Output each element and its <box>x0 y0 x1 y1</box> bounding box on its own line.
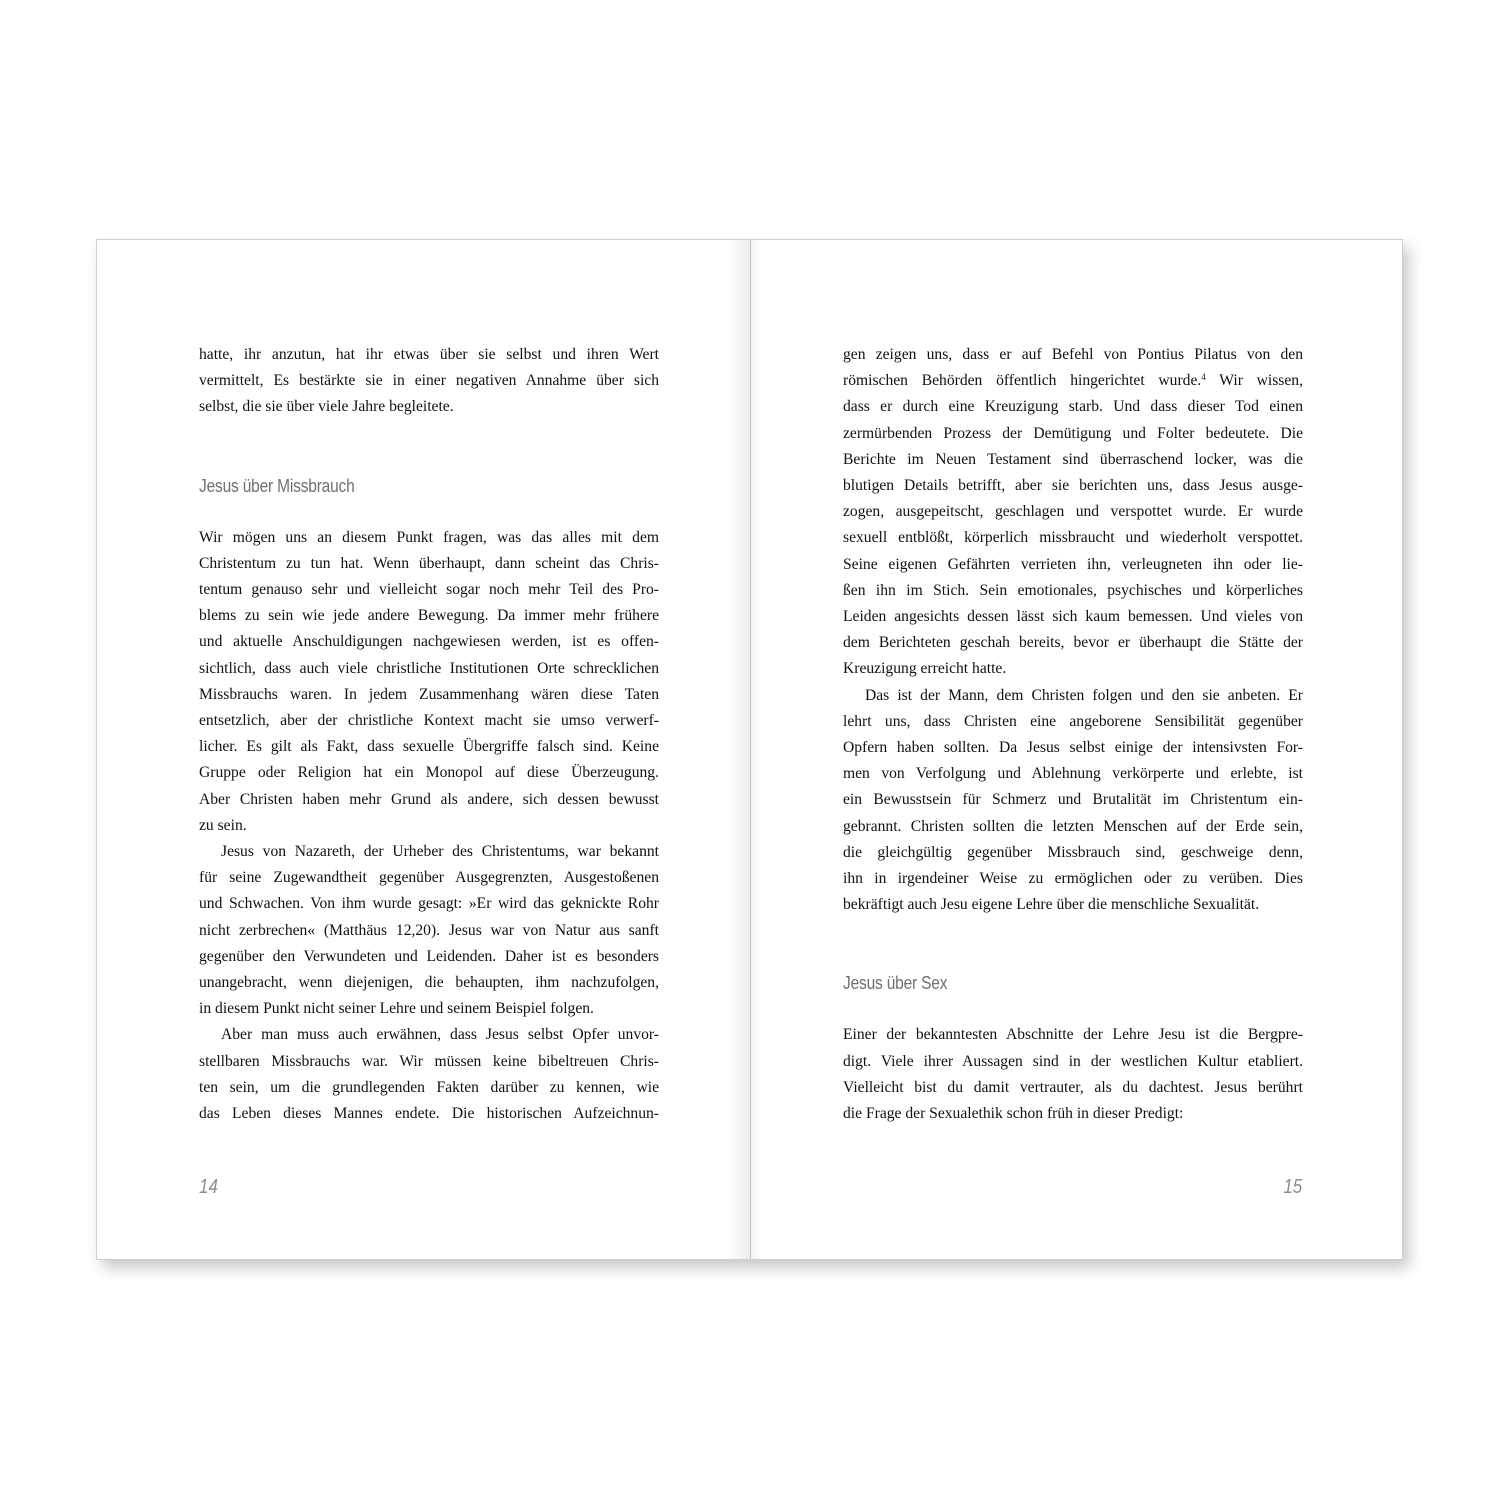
right-page <box>751 240 1402 1259</box>
text-line: nicht zerbrechen« (Matthäus 12,20). Jesus war von Natur aus sanft <box>199 921 659 939</box>
text-line: Gruppe oder Religion hat ein Monopol auf diese Überzeugung. <box>199 764 659 782</box>
page-number: 14 <box>199 1176 218 1198</box>
text-line: sexuell entblößt, körperlich missbraucht und wiederholt verspottet. <box>843 529 1303 547</box>
text-fragment: Wir wissen, <box>1205 372 1303 390</box>
text-line: bekräftigt auch Jesu eigene Lehre über die menschliche Sexualität. <box>843 896 1260 914</box>
text-line: Jesus von Nazareth, der Urheber des Christentums, war bekannt <box>221 843 659 861</box>
left-page <box>97 240 750 1259</box>
text-line: tentum genauso sehr und vielleicht sogar noch mehr Teil des Pro- <box>199 581 659 599</box>
text-line: Einer der bekanntesten Abschnitte der Lehre Jesu ist die Bergpre- <box>843 1026 1303 1044</box>
text-line: sichtlich, dass auch viele christliche Institutionen Orte schrecklichen <box>199 659 659 677</box>
text-line: die Frage der Sexualethik schon früh in dieser Predigt: <box>843 1105 1184 1123</box>
text-line: Leiden angesichts dessen lässt sich kaum bemessen. Und vieles von <box>843 608 1303 626</box>
section-heading: Jesus über Sex <box>843 973 948 994</box>
text-line: Missbrauchs waren. In jedem Zusammenhang wären diese Taten <box>199 685 659 703</box>
text-line: und Schwachen. Von ihm wurde gesagt: »Er wird das geknickte Rohr <box>199 895 659 913</box>
text-fragment: römischen Behörden öffentlich hingerichtet wurde. <box>843 372 1202 390</box>
text-line: stellbaren Missbrauchs war. Wir müssen keine bibeltreuen Chris- <box>199 1052 659 1070</box>
gutter-shadow <box>751 240 761 1259</box>
text-line: dass er durch eine Kreuzigung starb. Und dass dieser Tod einen <box>843 398 1303 416</box>
text-line <box>843 368 1303 394</box>
text-line: zogen, ausgepeitscht, geschlagen und verspottet wurde. Er wurde <box>843 503 1303 521</box>
section-heading: Jesus über Missbrauch <box>199 475 355 496</box>
text-line: Seine eigenen Gefährten verrieten ihn, verleugneten ihn oder lie- <box>843 555 1303 573</box>
text-line: das Leben dieses Mannes endete. Die historischen Aufzeichnun- <box>199 1105 659 1123</box>
text-line: hatte, ihr anzutun, hat ihr etwas über sie selbst und ihren Wert <box>199 346 659 363</box>
text-line: Opfern haben sollten. Da Jesus selbst einige der intensivsten For- <box>843 739 1303 757</box>
text-line: zermürbenden Prozess der Demütigung und Folter bedeutete. Die <box>843 424 1303 442</box>
text-line: für seine Zugewandtheit gegenüber Ausgegrenzten, Ausgestoßenen <box>199 869 659 887</box>
text-line: ihn in irgendeiner Weise zu ermöglichen oder zu verüben. Dies <box>843 870 1303 888</box>
text-line: gen zeigen uns, dass er auf Befehl von Pontius Pilatus von den <box>843 346 1303 363</box>
text-line: vermittelt, Es bestärkte sie in einer negativen Annahme über sich <box>199 372 659 390</box>
text-line: Das ist der Mann, dem Christen folgen und den sie anbeten. Er <box>865 686 1303 704</box>
text-line: Vielleicht bist du damit vertrauter, als du dachtest. Jesus berührt <box>843 1078 1303 1096</box>
text-line: und aktuelle Anschuldigungen nachgewiesen werden, ist es offen- <box>199 633 659 651</box>
book-spread <box>96 239 1403 1260</box>
text-line: entsetzlich, aber der christliche Kontext macht sie umso verwerf- <box>199 712 659 730</box>
text-line: blutigen Details betrifft, aber sie berichten uns, dass Jesus ausge- <box>843 477 1303 495</box>
text-line: ten sein, um die grundlegenden Fakten darüber zu kennen, wie <box>199 1078 659 1096</box>
text-line: Kreuzigung erreicht hatte. <box>843 660 1007 678</box>
text-line: die gleichgültig gegenüber Missbrauch sind, geschweige denn, <box>843 843 1303 861</box>
text-line: blems zu sein wie jede andere Bewegung. Da immer mehr frühere <box>199 607 659 625</box>
left-text-column <box>199 342 659 1127</box>
text-line: gebrannt. Christen sollten die letzten Menschen auf der Erde sein, <box>843 817 1303 835</box>
text-line: Wir mögen uns an diesem Punkt fragen, was das alles mit dem <box>199 528 659 546</box>
text-line: digt. Viele ihrer Aussagen sind in der westlichen Kultur etabliert. <box>843 1052 1303 1070</box>
text-line: licher. Es gilt als Fakt, dass sexuelle Übergriffe falsch sind. Keine <box>199 738 659 756</box>
text-line: in diesem Punkt nicht seiner Lehre und seinem Beispiel folgen. <box>199 1000 594 1018</box>
text-line: zu sein. <box>199 816 247 834</box>
text-line: men von Verfolgung und Ablehnung verkörperte und erlebte, ist <box>843 765 1303 783</box>
page-number: 15 <box>1283 1176 1302 1198</box>
text-line: Christentum zu tun hat. Wenn überhaupt, dann scheint das Chris- <box>199 554 659 572</box>
text-line: lehrt uns, dass Christen eine angeborene Sensibilität gegenüber <box>843 712 1303 730</box>
text-line: gegenüber den Verwundeten und Leidenden. Daher ist es besonders <box>199 947 659 965</box>
footnote-marker: 4 <box>1201 372 1206 383</box>
right-text-column <box>843 342 1303 1127</box>
text-line: Berichte im Neuen Testament sind überraschend locker, was die <box>843 450 1303 468</box>
text-line: unangebracht, wenn diejenigen, die behaupten, ihm nachzufolgen, <box>199 974 659 992</box>
text-line: ein Bewusstsein für Schmerz und Brutalität im Christentum ein- <box>843 791 1303 809</box>
text-line: selbst, die sie über viele Jahre begleitete. <box>199 398 454 416</box>
text-line: Aber man muss auch erwähnen, dass Jesus selbst Opfer unvor- <box>221 1026 659 1044</box>
text-line: Aber Christen haben mehr Grund als andere, sich dessen bewusst <box>199 790 659 808</box>
text-line: ßen ihn im Stich. Sein emotionales, psychisches und körperliches <box>843 581 1303 599</box>
gutter-shadow <box>728 240 750 1259</box>
text-line: dem Berichteten geschah bereits, bevor er überhaupt die Stätte der <box>843 634 1303 652</box>
